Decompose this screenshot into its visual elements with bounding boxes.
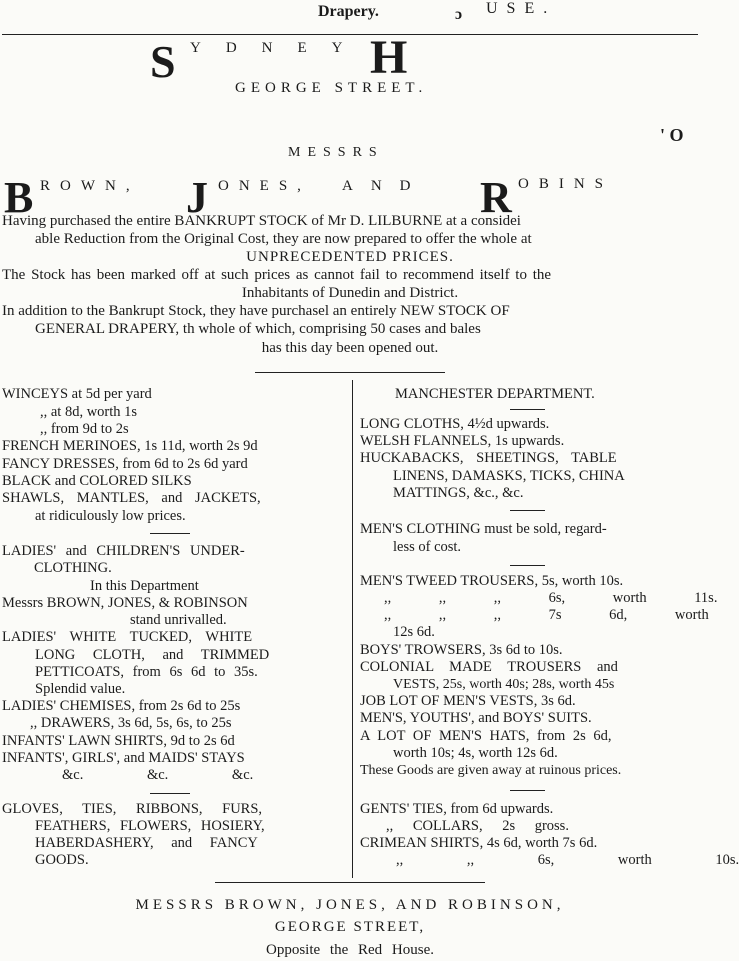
messrs-heading: MESSRS xyxy=(288,145,384,160)
right-b1-line-3: HUCKABACKS, SHEETINGS, TABLE xyxy=(360,450,617,466)
title-word1-rest: YDNEY xyxy=(190,40,368,56)
left-b2-line-7: LONG CLOTH, and TRIMMED xyxy=(35,647,270,663)
right-b3-line-10: A LOT OF MEN'S HATS, from 2s 6d, xyxy=(360,728,612,744)
section-label: Drapery. xyxy=(318,3,379,20)
intro-line-6: In addition to the Bankrupt Stock, they have purchasel an entirely NEW STOCK OF xyxy=(2,303,510,319)
firm-r-initial: R xyxy=(480,173,512,222)
left-b2-line-11: ,, DRAWERS, 3s 6d, 5s, 6s, to 25s xyxy=(30,715,232,731)
firm-b-initial: B xyxy=(4,173,34,222)
left-b1-line-4: FRENCH MERINOES, 1s 11d, worth 2s 9d xyxy=(2,438,258,454)
intro-line-7: GENERAL DRAPERY, th whole of which, comprising 50 cases and bales xyxy=(35,321,481,337)
left-b2-line-3: In this Department xyxy=(90,578,199,594)
right-b4-line-1: GENTS' TIES, from 6d upwards. xyxy=(360,801,554,817)
left-b1-line-8: at ridiculously low prices. xyxy=(35,508,186,524)
right-b3-line-7: VESTS, 25s, worth 40s; 28s, worth 45s xyxy=(393,677,615,692)
column-divider xyxy=(352,380,353,878)
top-fragment: USE. xyxy=(486,0,557,17)
title-h-initial: H xyxy=(370,31,408,84)
footer-rule xyxy=(215,882,485,883)
left-b2-line-12: INFANTS' LAWN SHIRTS, 9d to 2s 6d xyxy=(2,733,235,749)
right-b2-line-1: MEN'S CLOTHING must be sold, regard- xyxy=(360,521,607,537)
right-rule-2 xyxy=(510,565,545,566)
left-b1-line-7: SHAWLS, MANTLES, and JACKETS, xyxy=(2,490,261,506)
right-b4-line-2: ,, COLLARS, 2s gross. xyxy=(386,818,569,834)
left-b2-line-5: stand unrivalled. xyxy=(130,612,227,628)
right-b1-line-1: LONG CLOTHS, 4½d upwards. xyxy=(360,416,550,432)
left-b1-line-6: BLACK and COLORED SILKS xyxy=(2,473,192,489)
right-heading: MANCHESTER DEPARTMENT. xyxy=(395,386,595,402)
left-b2-line-13: INFANTS', GIRLS', and MAIDS' STAYS xyxy=(2,750,245,766)
right-b2-line-2: less of cost. xyxy=(393,539,462,555)
left-b2-line-14: &c. &c. &c. xyxy=(62,767,254,783)
top-fragment-prefix: ɔ xyxy=(455,6,463,23)
left-b1-line-1: WINCEYS at 5d per yard xyxy=(2,386,152,402)
left-b2-line-1: LADIES' and CHILDREN'S UNDER- xyxy=(2,543,245,559)
right-b3-line-1: MEN'S TWEED TROUSERS, 5s, worth 10s. xyxy=(360,573,624,589)
intro-line-1: Having purchased the entire BANKRUPT STOCK of Mr D. LILBURNE at a considei xyxy=(2,213,521,229)
right-b4-line-4: ,, ,, 6s, worth 10s. xyxy=(396,852,739,868)
right-b3-line-8: JOB LOT OF MEN'S VESTS, 3s 6d. xyxy=(360,693,576,709)
firm-r-rest: OBINS xyxy=(518,176,614,192)
title-s-initial: S xyxy=(150,36,176,87)
right-b1-line-2: WELSH FLANNELS, 1s upwards. xyxy=(360,433,565,449)
right-b4-line-3: CRIMEAN SHIRTS, 4s 6d, worth 7s 6d. xyxy=(360,835,598,851)
footer-line-2: GEORGE STREET, xyxy=(274,919,426,935)
intro-line-4: The Stock has been marked off at such prices as cannot fail to recommend itself to the xyxy=(2,267,552,283)
left-b2-line-4: Messrs BROWN, JONES, & ROBINSON xyxy=(2,595,248,611)
left-b3-line-1: GLOVES, TIES, RIBBONS, FURS, xyxy=(2,801,263,817)
firm-and: AND xyxy=(342,178,429,194)
footer-line-1: MESSRS BROWN, JONES, AND ROBINSON, xyxy=(135,897,565,913)
right-b3-line-4: 12s 6d. xyxy=(393,624,435,640)
intro-line-5: Inhabitants of Dunedin and District. xyxy=(241,285,459,301)
firm-b-rest: ROWN, xyxy=(40,178,140,194)
left-b3-line-4: GOODS. xyxy=(35,852,89,868)
left-b2-line-6: LADIES' WHITE TUCKED, WHITE xyxy=(2,629,253,645)
left-b2-line-2: CLOTHING. xyxy=(34,560,112,576)
street-heading: GEORGE STREET. xyxy=(235,80,428,96)
right-b3-line-9: MEN'S, YOUTHS', and BOYS' SUITS. xyxy=(360,710,592,726)
right-b1-line-4: LINENS, DAMASKS, TICKS, CHINA xyxy=(393,468,625,484)
left-b1-line-3: ,, from 9d to 2s xyxy=(40,421,129,437)
right-rule-1 xyxy=(510,510,545,511)
right-b3-line-6: COLONIAL MADE TROUSERS and xyxy=(360,659,618,675)
right-b1-line-5: MATTINGS, &c., &c. xyxy=(393,485,524,501)
left-b2-line-10: LADIES' CHEMISES, from 2s 6d to 25s xyxy=(2,698,241,714)
left-rule-1 xyxy=(150,533,190,534)
left-b3-line-2: FEATHERS, FLOWERS, HOSIERY, xyxy=(35,818,265,834)
left-b2-line-8: PETTICOATS, from 6s 6d to 35s. xyxy=(35,664,258,680)
firm-j-rest: ONES, xyxy=(218,178,311,194)
right-b3-line-3: ,, ,, ,, 7s 6d, worth xyxy=(384,607,709,623)
intro-line-3: UNPRECEDENTED PRICES. xyxy=(246,249,454,265)
left-b1-line-5: FANCY DRESSES, from 6d to 2s 6d yard xyxy=(2,456,248,472)
left-rule-2 xyxy=(150,793,190,794)
right-b3-line-2: ,, ,, ,, 6s, worth 11s. xyxy=(384,590,718,606)
right-rule-3 xyxy=(510,790,545,791)
intro-rule xyxy=(255,372,445,373)
left-b2-line-9: Splendid value. xyxy=(35,681,126,697)
right-b3-line-5: BOYS' TROWSERS, 3s 6d to 10s. xyxy=(360,642,563,658)
footer-line-3: Opposite the Red House. xyxy=(266,942,434,958)
right-b3-line-11: worth 10s; 4s, worth 12s 6d. xyxy=(393,745,558,761)
right-rule-0 xyxy=(510,409,545,410)
right-fragment: ' O xyxy=(660,125,684,145)
left-b3-line-3: HABERDASHERY, and FANCY xyxy=(35,835,258,851)
firm-j-initial: J xyxy=(186,173,208,222)
right-b3-line-12: These Goods are given away at ruinous prices. xyxy=(360,763,622,778)
intro-line-2: able Reduction from the Original Cost, they are now prepared to offer the whole at xyxy=(35,231,532,247)
intro-line-8: has this day been opened out. xyxy=(261,340,439,356)
header-rule xyxy=(2,34,698,35)
left-b1-line-2: ,, at 8d, worth 1s xyxy=(40,404,138,420)
